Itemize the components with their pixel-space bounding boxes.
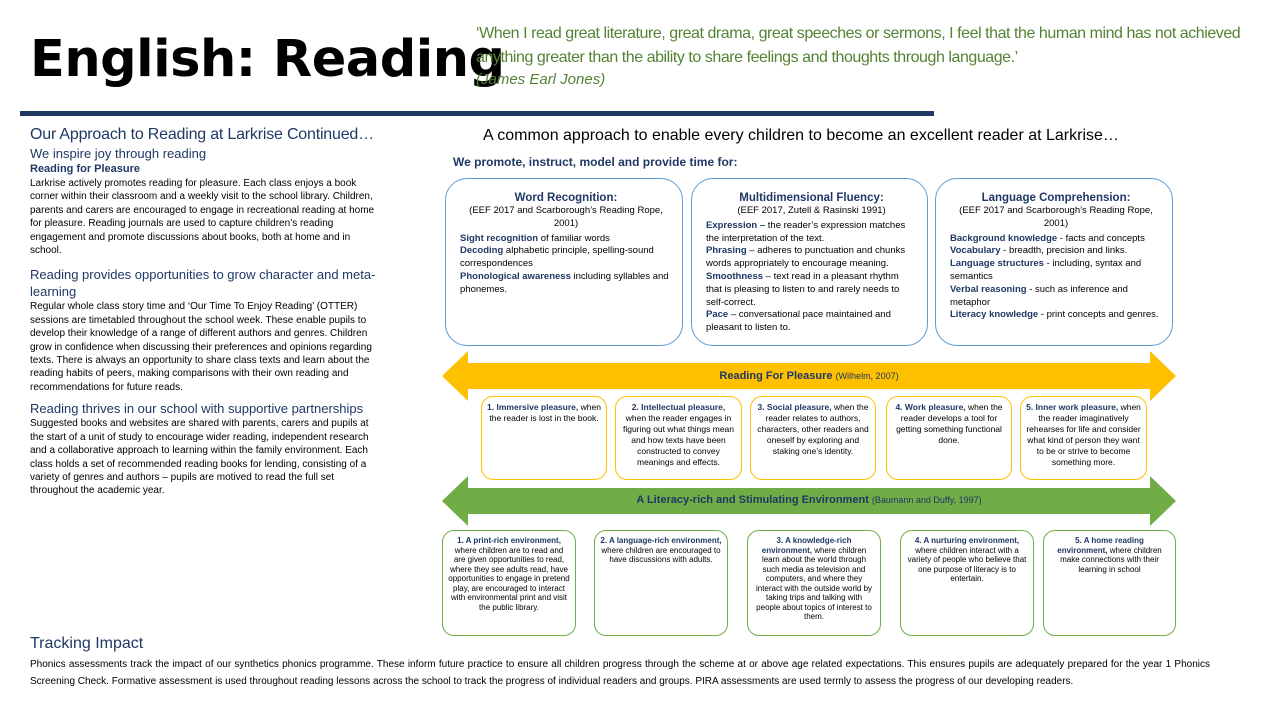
environment-item: 5. A home reading environment, where children make connections with their learning in school [1043, 530, 1176, 636]
section-character-body: Regular whole class story time and ‘Our Time To Enjoy Reading’ (OTTER) sessions are timetabled throughout the school week. These enable pupils to develop their knowledge of a range of different authors and genres. Children grow in confidence when discussing their preferences and opinions regarding texts. There is always an opportunity to share class texts and learn about the reading habits of peers, making comparisons with their own reading and recommendations for future reads. [30, 301, 372, 393]
section-character-heading: Reading provides opportunities to grow character and meta-learning [30, 267, 376, 300]
pleasure-arrow-label: Reading For Pleasure (Wilhelm, 2007) [719, 370, 899, 382]
fluency-item: Expression – the reader’s expression matches the interpretation of the text. [706, 219, 906, 244]
diagram-title: A common approach to enable every children to become an excellent reader at Larkrise… [483, 127, 1119, 144]
word-recognition-heading: Word Recognition: [514, 192, 618, 204]
pleasure-item: 4. Work pleasure, when the reader develops a tool for getting something functional done. [886, 396, 1012, 480]
diagram-subtitle: We promote, instruct, model and provide time for: [453, 155, 738, 169]
fluency-item: Smoothness – text read in a pleasant rhythm that is pleasing to listen to and rarely needs to self-correct. [706, 270, 900, 308]
fluency-item: Phrasing – adheres to punctuation and chunks words appropriately to encourage meaning. [706, 245, 906, 270]
comprehension-item: Vocabulary - breadth, precision and links. [950, 245, 1128, 257]
word-recognition-box [445, 178, 683, 346]
environment-arrow-label: A Literacy-rich and Stimulating Environment (Baumann and Duffy, 1997) [636, 494, 982, 506]
reading-diagram [438, 124, 1180, 639]
pleasure-item: 2. Intellectual pleasure, when the reader engages in figuring out what things mean and how texts have been constructed to convey meanings and effects. [615, 396, 742, 480]
section-joy-subheading: Reading for Pleasure [30, 163, 141, 175]
environment-item: 1. A print-rich environment, where children are to read and are given opportunities to read, where they see adults read, have opportunities to engage in pretend play, are encouraged to interact with environmental print and visit the public library. [442, 530, 576, 636]
section-partnerships-heading: Reading thrives in our school with supportive partnerships [30, 401, 364, 417]
pleasure-item: 5. Inner work pleasure, when the reader imaginatively rehearses for life and consider what kind of person they want to be or strive to become something more. [1020, 396, 1147, 480]
comprehension-item: Verbal reasoning - such as inference and metaphor [950, 283, 1128, 308]
pleasure-item: 3. Social pleasure, when the reader relates to authors, characters, other readers and oneself by exploring and staking one’s identity. [750, 396, 876, 480]
fluency-source: (EEF 2017, Zutell & Rasinski 1991) [737, 205, 886, 216]
environment-item: 4. A nurturing environment, where children interact with a variety of people who believe that one purpose of literacy is to entertain. [900, 530, 1034, 636]
environment-item: 3. A knowledge-rich environment, where children learn about the world through such media as television and computers, and where they interact with the outside world by taking trips and talking with people about topics of interest to them. [747, 530, 881, 636]
fluency-item: Pace – conversational pace maintained and pleasant to listen to. [706, 309, 891, 334]
comprehension-item: Background knowledge - facts and concepts [950, 232, 1145, 244]
section-joy-body: Larkrise actively promotes reading for pleasure. Each class enjoys a book corner within their classroom and a weekly visit to the school library. Children, parents and carers are encouraged to engage in recreational reading at home for pleasure. Reading journals are used to capture children’s reading engagement and promote discussions about books, both at home and in school. [30, 178, 375, 257]
left-column [30, 124, 380, 498]
word-recognition-item: Sight recognition of familiar words [460, 232, 610, 244]
fluency-heading: Multidimensional Fluency: [739, 192, 884, 204]
comprehension-source: (EEF 2017 and Scarborough’s Reading Rope, 2001) [959, 205, 1153, 229]
literacy-environment-arrow [442, 476, 1176, 526]
reading-for-pleasure-arrow [442, 351, 1176, 401]
pleasure-item: 1. Immersive pleasure, when the reader is lost in the book. [481, 396, 607, 480]
comprehension-item: Literacy knowledge - print concepts and genres. [950, 309, 1159, 321]
quote-author: (James Earl Jones) [476, 71, 606, 88]
quote-text: ‘When I read great literature, great drama, great speeches or sermons, I feel that the human mind has not achieved anything greater than the ability to share feelings and thoughts through language.’ [476, 25, 1241, 66]
word-recognition-item: Phonological awareness including syllables and phonemes. [460, 270, 669, 295]
environment-item: 2. A language-rich environment, where children are encouraged to have discussions with adults. [594, 530, 728, 636]
page-title: English: Reading [30, 30, 505, 89]
tracking-body: Phonics assessments track the impact of our synthetics phonics programme. These inform future practice to ensure all children progress through the scheme at or above age related expectations. This ensures pupils are adequately prepared for the year 1 Phonics Screening Check. Formative assessment is used throughout reading lessons across the school to track the progress of individual readers and groups. PIRA assessments are used termly to assess the progress of our developing readers. [30, 659, 1210, 687]
tracking-heading: Tracking Impact [30, 635, 144, 652]
fluency-box [691, 178, 928, 346]
word-recognition-item: Decoding alphabetic principle, spelling-sound correspondences [460, 245, 654, 270]
comprehension-box [935, 178, 1173, 346]
title-divider [20, 111, 934, 116]
comprehension-heading: Language Comprehension: [981, 192, 1131, 204]
section-partnerships-body: Suggested books and websites are shared with parents, carers and pupils at the start of a unit of study to encourage wider reading, independent research and a collaborative approach to learning within the family environment. Each class holds a set of recommended reading books for lending, consisting of a variety of genres and authors – pupils are motived to read the full set throughout the academic year. [30, 418, 369, 497]
section-joy-heading: We inspire joy through reading [30, 146, 207, 161]
approach-heading: Our Approach to Reading at Larkrise Continued… [30, 126, 374, 143]
comprehension-item: Language structures - including, syntax and semantics [950, 258, 1142, 282]
word-recognition-source: (EEF 2017 and Scarborough’s Reading Rope, 2001) [469, 205, 663, 229]
